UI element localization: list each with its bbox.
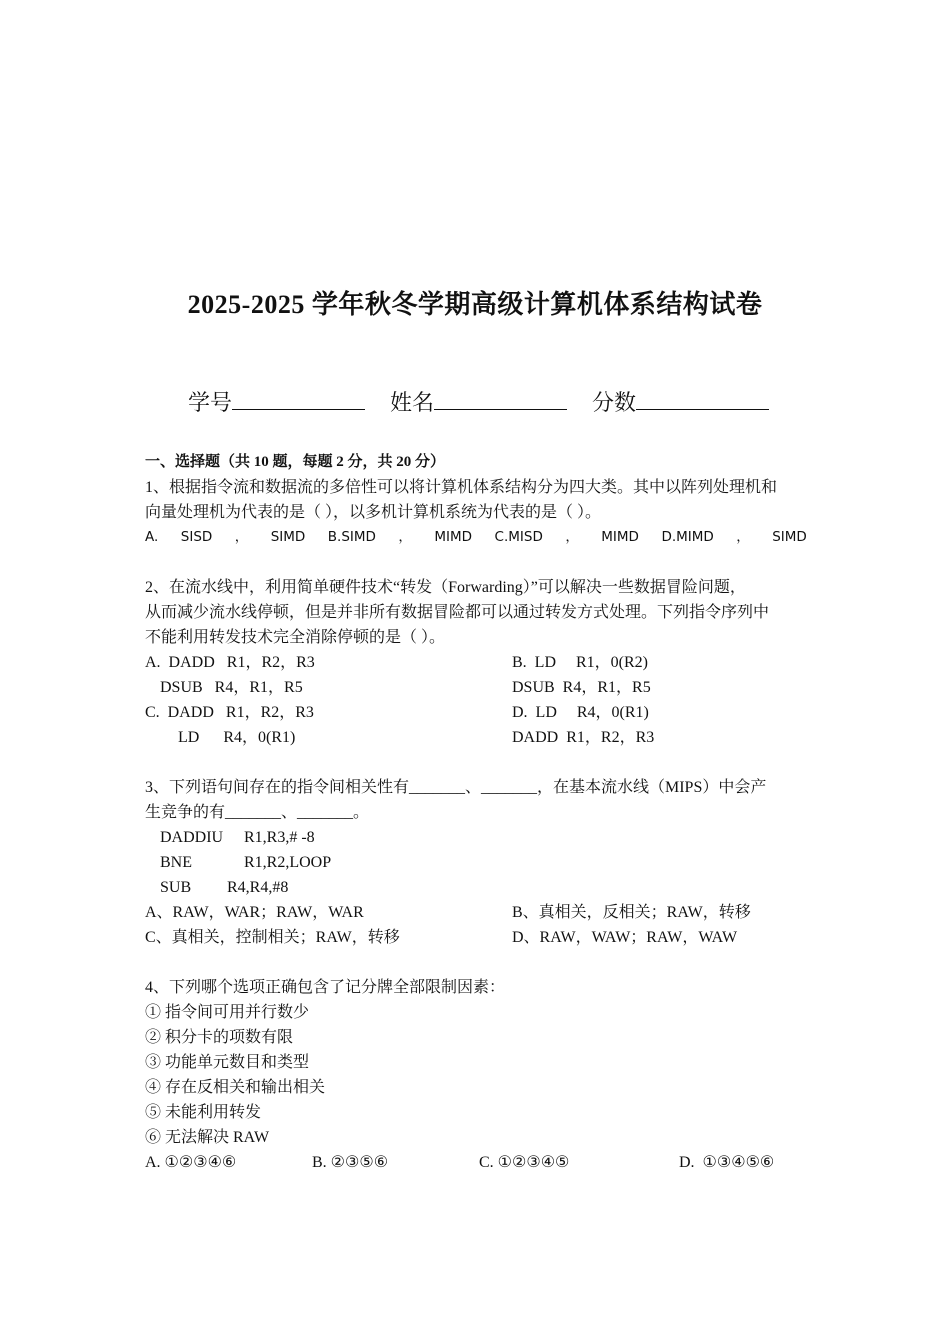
spacer xyxy=(145,550,807,575)
code-operands: R1,R3,# -8 xyxy=(244,829,315,846)
option-c: C、真相关，控制相关；RAW，转移 xyxy=(145,929,400,946)
option-b: B、真相关，反相关；RAW，转移 xyxy=(512,904,751,921)
question-1 xyxy=(145,475,807,550)
option-token: SISD xyxy=(180,529,213,545)
option-b-line2: DSUB R4，R1，R5 xyxy=(512,679,651,696)
option-token: MIMD xyxy=(434,529,473,545)
option-token: ， xyxy=(565,529,579,545)
question-text: 向量处理机为代表的是（ ），以多机计算机系统为代表的是（ ）。 xyxy=(145,504,602,521)
option-c-line2: LD R4，0(R1) xyxy=(178,729,296,746)
list-item: ③ 功能单元数目和类型 xyxy=(145,1054,310,1071)
score-blank xyxy=(636,389,769,410)
code-operands: R4,R4,#8 xyxy=(227,879,289,896)
code-line xyxy=(145,825,807,850)
option-row xyxy=(145,1150,807,1175)
student-id-blank xyxy=(232,389,365,410)
question-text: 不能利用转发技术完全消除停顿的是（ ）。 xyxy=(145,629,446,646)
option-row xyxy=(145,900,807,925)
spacer xyxy=(145,750,807,775)
option-token: SIMD xyxy=(772,529,807,545)
code-opcode: BNE xyxy=(160,854,192,871)
option-c: C. ①②③④⑤ xyxy=(479,1154,570,1171)
question-text: 从而减少流水线停顿，但是并非所有数据冒险都可以通过转发方式处理。下列指令序列中 xyxy=(145,604,770,621)
option-row xyxy=(145,725,807,750)
score-label: 分数 xyxy=(592,391,637,416)
option-token: ， xyxy=(234,529,249,545)
option-row xyxy=(145,650,807,675)
option-token: SIMD xyxy=(270,529,306,545)
option-token: MIMD xyxy=(601,529,639,545)
question-4 xyxy=(145,975,807,1175)
question-text: 3、下列语句间存在的指令间相关性有_______、_______，在基本流水线（MIPS）中会产 xyxy=(145,779,767,796)
spacer xyxy=(145,950,807,975)
code-opcode: SUB xyxy=(160,879,192,896)
list-item: ② 积分卡的项数有限 xyxy=(145,1029,294,1046)
exam-content xyxy=(145,450,807,1175)
code-line xyxy=(145,850,807,875)
question-text: 生竞争的有_______、_______。 xyxy=(145,804,370,821)
name-label: 姓名 xyxy=(390,391,435,416)
name-field xyxy=(390,386,567,417)
question-3 xyxy=(145,775,807,950)
code-line xyxy=(145,875,807,900)
score-field xyxy=(592,386,769,417)
option-c: C. DADD R1，R2，R3 xyxy=(145,704,314,721)
option-token: ， xyxy=(736,529,750,545)
list-item: ⑤ 未能利用转发 xyxy=(145,1104,262,1121)
exam-title: 2025-2025 学年秋冬学期高级计算机体系结构试卷 xyxy=(187,290,763,319)
option-token: A. xyxy=(145,529,159,545)
code-operands: R1,R2,LOOP xyxy=(244,854,332,871)
option-token: B.SIMD xyxy=(327,529,376,545)
list-item: ① 指令间可用并行数少 xyxy=(145,1004,310,1021)
question-text: 2、在流水线中，利用简单硬件技术“转发（Forwarding）”可以解决一些数据冒险问题， xyxy=(145,579,746,596)
option-d: D、RAW，WAW；RAW，WAW xyxy=(512,929,738,946)
section-heading: 一、选择题（共 10 题，每题 2 分，共 20 分） xyxy=(145,454,446,470)
option-token: D.MIMD xyxy=(661,529,714,545)
option-b: B. ②③⑤⑥ xyxy=(312,1154,389,1171)
question-2 xyxy=(145,575,807,750)
code-opcode: DADDIU xyxy=(160,829,224,846)
question-text: 4、下列哪个选项正确包含了记分牌全部限制因素： xyxy=(145,979,506,996)
student-info-row xyxy=(188,386,787,417)
student-id-label: 学号 xyxy=(188,391,233,416)
question-1-options xyxy=(145,525,807,550)
option-a-line2: DSUB R4，R1，R5 xyxy=(160,679,303,696)
option-row xyxy=(145,925,807,950)
option-a: A. ①②③④⑥ xyxy=(145,1154,237,1171)
list-item: ⑥ 无法解决 RAW xyxy=(145,1129,270,1146)
student-id-field xyxy=(188,386,365,417)
option-row xyxy=(145,700,807,725)
option-token: ， xyxy=(398,529,412,545)
option-d: D. ①③④⑤⑥ xyxy=(679,1154,775,1171)
option-a: A、RAW，WAR；RAW，WAR xyxy=(145,904,364,921)
list-item: ④ 存在反相关和输出相关 xyxy=(145,1079,326,1096)
name-blank xyxy=(434,389,567,410)
option-token: C.MISD xyxy=(494,529,543,545)
option-d: D. LD R4，0(R1) xyxy=(512,704,649,721)
question-text: 1、根据指令流和数据流的多倍性可以将计算机体系结构分为四大类。其中以阵列处理机和 xyxy=(145,479,778,496)
option-row xyxy=(145,675,807,700)
option-b: B. LD R1，0(R2) xyxy=(512,654,649,671)
option-d-line2: DADD R1，R2，R3 xyxy=(512,729,655,746)
option-a: A. DADD R1，R2，R3 xyxy=(145,654,315,671)
